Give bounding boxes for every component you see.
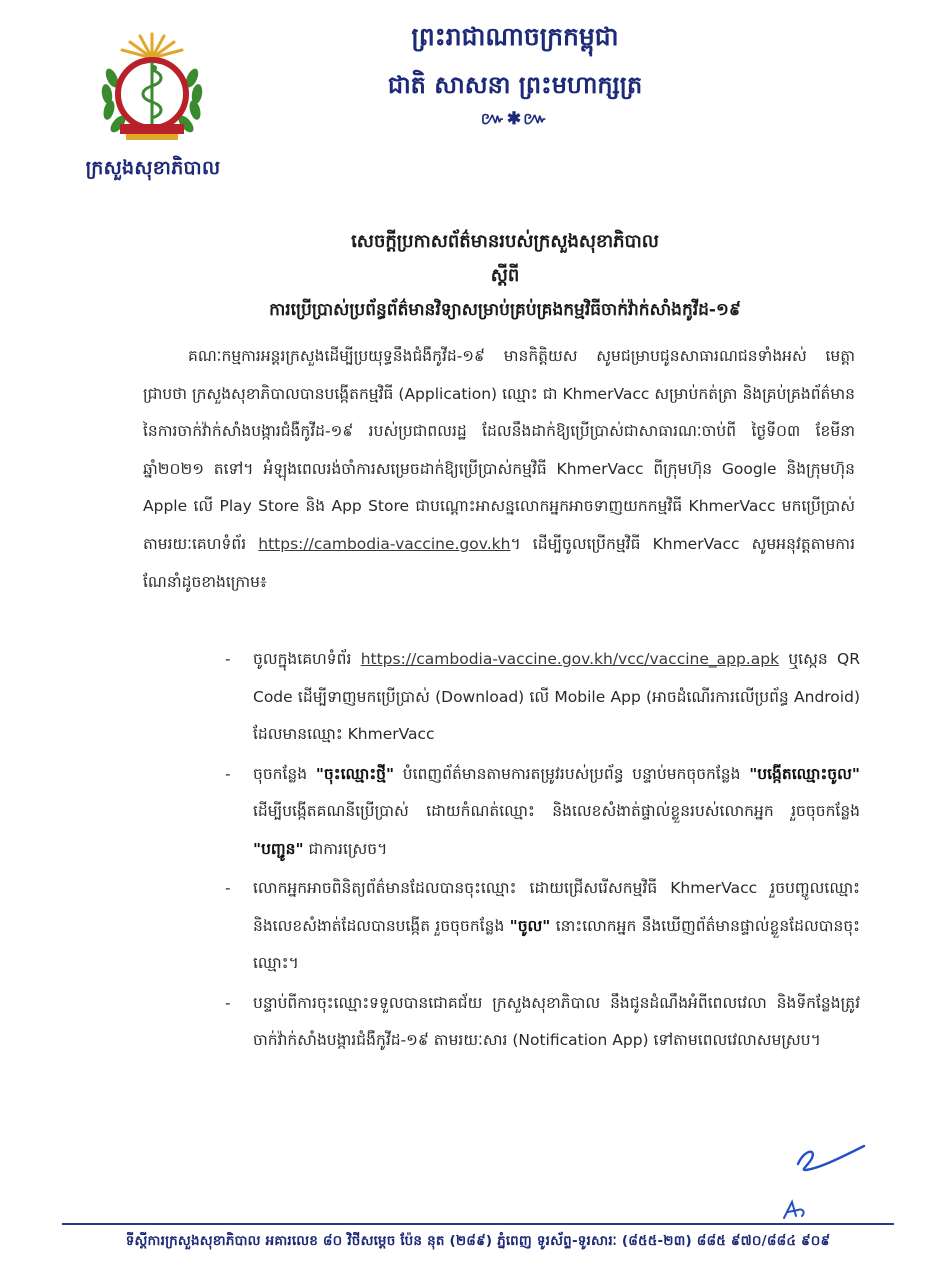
body-text: គណៈកម្មការអន្តរក្រសួងដើម្បីប្រយុទ្ធនឹងជំងឺកូវីដ-១៩ មានកិត្តិយស សូមជម្រាបជូនសាធារណជនទាំងអស់ មេត្តាជ្រាបថា ក្រសួងសុខាភិបាលបានបង្កើតកម្មវិធី (Application) ឈ្មោះ ជា KhmerVacc សម្រាប់កត់ត្រា និងគ្រប់គ្រងព័ត៌មាននៃការចាក់វ៉ាក់សាំងបង្ការជំងឺកូវីដ-១៩ របស់ប្រជាពលរដ្ឋ ដែលនឹងដាក់ឱ្យប្រើប្រាស់ជាសាធារណៈចាប់ពី ថ្ងៃទី០៣ ខែមីនា ឆ្នាំ២០២១ តទៅ។ អំឡុងពេលរង់ចាំការសម្រេចដាក់ឱ្យប្រើប្រាស់កម្មវិធី KhmerVacc ពីក្រុមហ៊ុន Google និងក្រុមហ៊ុន Apple លើ Play Store និង App Store ជាបណ្តោះអាសន្នលោកអ្នកអាចទាញយកកម្មវិធី KhmerVacc មកប្រើប្រាស់តាមរយៈគេហទំព័រ [143,347,855,553]
bullet-dash: - [225,993,231,1012]
list-item [225,870,860,983]
title-line-1: សេចក្តីប្រកាសព័ត៌មានរបស់ក្រសួងសុខាភិបាល [351,231,659,252]
bullet-text: ដើម្បីបង្កើតគណនីប្រើប្រាស់ ដោយកំណត់ឈ្មោះ និងលេខសំងាត់ផ្ទាល់ខ្លួនរបស់លោកអ្នក រួចចុចកន្លែង [253,802,860,820]
ministry-of-health-logo [92,28,212,146]
title-line-3: ការប្រើប្រាស់ប្រព័ន្ធព័ត៌មានវិទ្យាសម្រាប់គ្រប់គ្រងកម្មវិធីចាក់វ៉ាក់សាំងកូវីដ-១៩ [269,300,741,320]
vaccine-website-link[interactable]: https://cambodia-vaccine.gov.kh [258,534,511,553]
list-item [225,756,860,869]
create-login-label: "បង្កើតឈ្មោះចូល" [749,764,860,783]
bullet-dash: - [225,879,231,897]
kingdom-header [340,22,690,133]
bullet-text: លោកអ្នកអាចពិនិត្យព័ត៌មានដែលបានចុះឈ្មោះ ដោយជ្រើសរើសកម្មវិធី KhmerVacc រួចបញ្ចូលឈ្មោះ និងលេខសំងាត់ដែលបានបង្កើត រួចចុចកន្លែង [253,879,860,935]
body-paragraph [143,338,855,601]
kingdom-name: ព្រះរាជាណាចក្រកម្ពុជា [411,22,619,51]
bullet-text: បំពេញព័ត៌មានតាមការតម្រូវរបស់ប្រព័ន្ធ បន្ទាប់មកចុចកន្លែង [402,764,741,783]
bullet-dash: - [225,764,231,783]
bullet-text: បន្ទាប់ពីការចុះឈ្មោះទទួលបានជោគជ័យ ក្រសួងសុខាភិបាល នឹងជូនដំណឹងអំពីពេលវេលា និងទីកន្លែងត្រូវចាក់វ៉ាក់សាំងបង្ការជំងឺកូវីដ-១៩ តាមរយៈសារ (Notification App) ទៅតាមពេលវេលាសមស្រប។ [253,993,860,1049]
bullet-text: នោះលោកអ្នក នឹងឃើញព័ត៌មានផ្ទាល់ខ្លួនដែលបានចុះឈ្មោះ។ [253,916,860,972]
footer-address: ទីស្តីការក្រសួងសុខាភិបាល អគារលេខ ៨០ វិថីសម្តេច ប៉ែន នុត (២៨៩) ភ្នំពេញ ទូរស័ព្ទ-ទូរសារៈ (៨៥៥-២៣) ៨៨៥ ៩៧០/៨៨៤ ៩០៩ [125,1233,831,1249]
signature-mark [780,1198,810,1222]
body-text-end: ។ ដើម្បីចូលប្រើកម្មវិធី KhmerVacc សូមអនុវត្តតាមការណែនាំដូចខាងក្រោម៖ [143,534,855,591]
bullet-text: ចូលក្នុងគេហទំព័រ [253,650,352,668]
list-item [225,985,860,1060]
login-label: "ចូល" [509,916,551,935]
ornament-divider: ៚✱៚ [480,109,550,129]
bullet-text: ជាការស្រេច។ [308,839,388,858]
signature-initial [790,1140,870,1180]
submit-label: "បញ្ជូន" [253,839,304,858]
bullet-text: ចុចកន្លែង [253,764,308,783]
apk-download-link[interactable]: https://cambodia-vaccine.gov.kh/vcc/vaccine_app.apk [360,650,780,668]
instruction-list [225,641,860,1062]
bullet-text: ឬស្កេន QR Code ដើម្បីទាញមកប្រើប្រាស់ (Download) លើ Mobile App (អាចដំណើរការលើប្រព័ន្ធ Android) ដែលមានឈ្មោះ KhmerVacc [253,650,860,743]
title-line-2: ស្តីពី [490,265,520,286]
bullet-dash: - [225,650,231,668]
ministry-caption: ក្រសួងសុខាភិបាល [85,157,221,179]
national-motto: ជាតិ សាសនា ព្រះមហាក្សត្រ [387,70,643,99]
announcement-title [160,228,850,324]
footer-divider [62,1223,894,1225]
list-item [225,641,860,754]
register-new-label: "ចុះឈ្មោះថ្មី" [315,764,395,783]
